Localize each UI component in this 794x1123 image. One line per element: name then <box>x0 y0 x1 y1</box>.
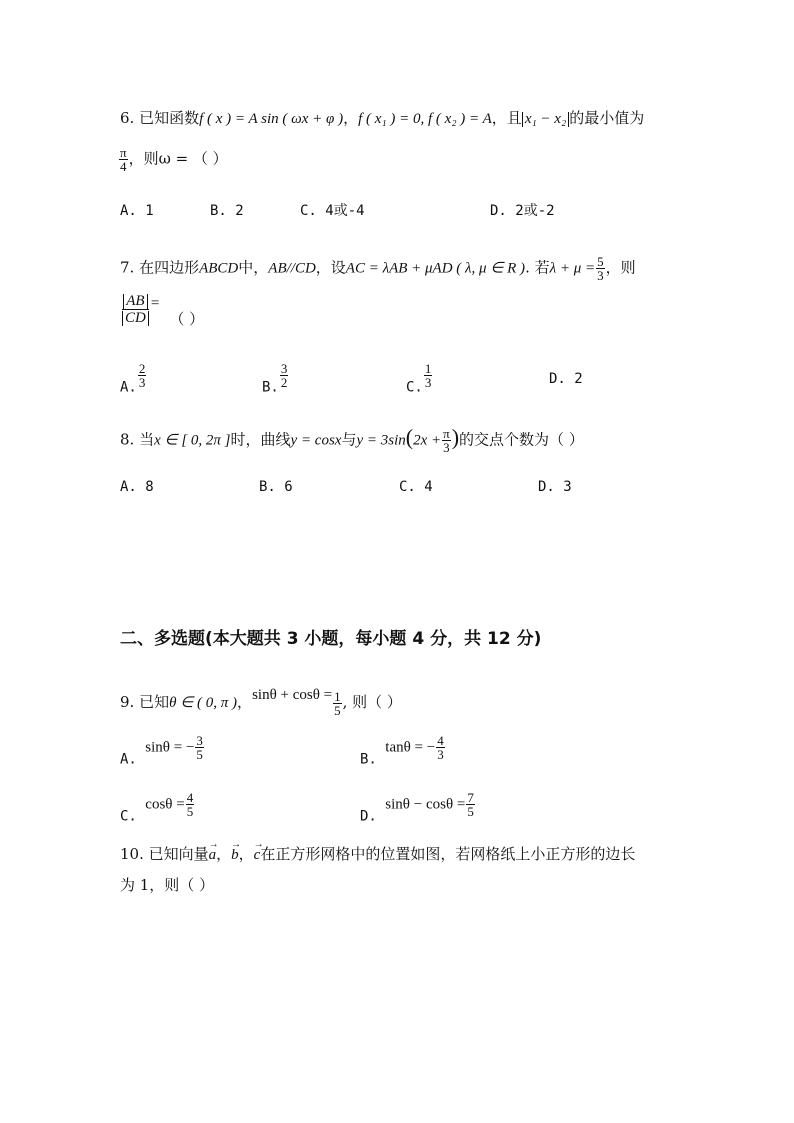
q9-option-a-expr: sinθ = − <box>145 739 195 756</box>
q9-option-b-expr: tanθ = − <box>385 739 436 756</box>
q7-lm-num: 5 <box>597 254 604 269</box>
q9-option-b-num: 4 <box>437 733 444 748</box>
q7-mid3: . 若 <box>525 258 550 277</box>
q7-mid2: ，设 <box>315 258 346 277</box>
q9-option-d-frac <box>466 791 475 818</box>
q10-vector-b: → b <box>231 845 239 865</box>
q8-pi-den: 3 <box>443 440 450 455</box>
q9-option-b-label: B. <box>360 751 377 768</box>
q9-option-c[interactable] <box>120 791 195 826</box>
q7-mid1: 中， <box>238 258 269 277</box>
q9-option-a-frac <box>195 734 204 761</box>
q8-mid2: 与 <box>341 430 357 449</box>
q6-fraction <box>119 146 128 173</box>
q6-abs-expression: x₁ − x₂ <box>522 112 569 127</box>
q7-ratio <box>121 293 150 326</box>
q7-option-b-label: B. <box>262 379 279 396</box>
q7-option-c-den: 3 <box>424 375 432 390</box>
q9-c-den: 5 <box>334 702 341 718</box>
q9-sep: ， <box>237 693 253 711</box>
q6-line2-text: ，则ω = （ ） <box>128 149 228 168</box>
q8-mid1: 时，曲线 <box>230 430 291 449</box>
q9-option-b-frac <box>436 734 445 761</box>
q6-condition: f ( x₁ ) = 0, f ( x₂ ) = A <box>358 111 492 127</box>
q9-option-c-expr: cosθ = <box>145 796 185 813</box>
q7-option-d[interactable]: D. 2 <box>549 371 583 387</box>
q7-paren: （ ） <box>169 309 205 328</box>
q8-option-d[interactable]: D. 3 <box>538 479 572 495</box>
q7-option-a-den: 3 <box>138 375 146 390</box>
q8-curve2-b: 2x + <box>413 432 442 449</box>
q10-stem-start: 10. 已知向量 <box>120 845 209 863</box>
q6-frac-num: π <box>120 145 127 160</box>
q9-end: , 则（ ） <box>342 693 402 711</box>
q7-option-a-label: A. <box>120 379 137 396</box>
q9-option-d-label: D. <box>360 808 377 825</box>
q6-sep1: ， <box>343 109 359 127</box>
q8-end: 的交点个数为（ ） <box>459 430 584 449</box>
q9-option-d[interactable] <box>360 791 476 826</box>
q7-ratio-den: CD <box>121 310 150 326</box>
q9-option-a-num: 3 <box>196 733 203 748</box>
q10-stem <box>120 844 635 865</box>
q7-ratio-num: AB <box>122 293 148 310</box>
q8-option-b[interactable]: B. 6 <box>259 479 293 495</box>
q9-option-c-frac <box>186 791 195 818</box>
q8-option-a[interactable]: A. 8 <box>120 479 154 495</box>
q7-option-c-label: C. <box>406 379 423 396</box>
q9-option-a[interactable] <box>120 734 205 769</box>
q7-option-b[interactable] <box>262 362 289 397</box>
q9-option-d-expr: sinθ − cosθ = <box>385 796 466 813</box>
q7-option-b-den: 2 <box>280 375 288 390</box>
q10-vector-c: → c <box>254 845 261 865</box>
q9-condition: sinθ + cosθ = <box>252 687 333 703</box>
q6-function: f ( x ) = A sin ( ωx + φ ) <box>199 111 344 127</box>
q7-lm-den: 3 <box>597 268 604 283</box>
q8-curve2-a: y = 3sin <box>356 432 406 449</box>
q7-stem-start: 7. 在四边形 <box>120 258 200 277</box>
q9-option-c-den: 5 <box>186 804 194 819</box>
q6-option-b[interactable]: B. 2 <box>210 203 244 219</box>
q9-option-a-den: 5 <box>196 747 203 762</box>
q7-option-a-num: 2 <box>138 361 146 376</box>
q6-sep2: ，且 <box>491 109 522 127</box>
q6-option-c[interactable]: C. 4或-4 <box>300 203 365 219</box>
q7-stem <box>120 255 636 282</box>
q8-stem <box>120 424 584 455</box>
q6-line2 <box>118 146 228 173</box>
q9-domain: θ ∈ ( 0, π ) <box>169 695 238 711</box>
q9-stem-start: 9. 已知 <box>120 693 170 711</box>
q7-ratio-eq: = <box>150 295 160 312</box>
q9-option-b[interactable] <box>360 734 446 769</box>
q7-option-b-frac <box>280 362 289 389</box>
q7-lambda-mu: λ + μ = <box>549 260 596 277</box>
q6-option-d[interactable]: D. 2或-2 <box>490 203 555 219</box>
q10-vector-a: → a <box>209 845 217 865</box>
q7-vector-equation: AC = λAB + μAD ( λ, μ ∈ R ) <box>345 260 526 277</box>
q9-c-fraction <box>333 690 342 717</box>
q8-paren-close: ) <box>451 424 460 450</box>
q6-stem-end: 的最小值为 <box>569 109 645 127</box>
q10-line2: 为 1，则（ ） <box>120 876 215 894</box>
q8-paren-open: ( <box>405 424 414 450</box>
section2-heading: 二、多选题(本大题共 3 小题，每小题 4 分，共 12 分) <box>120 629 542 649</box>
q8-pi-fraction <box>442 427 451 454</box>
q9-option-d-den: 5 <box>467 804 474 819</box>
q7-end: ，则 <box>605 258 636 277</box>
q7-parallel: AB//CD <box>268 260 316 277</box>
q9-c-num: 1 <box>334 688 341 704</box>
q7-lm-fraction <box>596 255 605 282</box>
q10-stem-end: 在正方形网格中的位置如图，若网格纸上小正方形的边长 <box>260 845 636 863</box>
q9-option-a-label: A. <box>120 751 137 768</box>
q10-sep2: ， <box>238 845 254 863</box>
q8-stem-start: 8. 当 <box>120 430 155 449</box>
q8-pi-num: π <box>443 426 450 441</box>
q9-option-c-label: C. <box>120 808 137 825</box>
q9-option-d-num: 7 <box>467 790 474 805</box>
q7-option-a-frac <box>138 362 147 389</box>
q7-option-b-num: 3 <box>280 361 288 376</box>
q8-domain: x ∈ [ 0, 2π ] <box>154 432 231 449</box>
q7-option-c[interactable] <box>406 362 433 397</box>
q7-option-a[interactable] <box>120 362 147 397</box>
q7-option-c-num: 1 <box>424 361 432 376</box>
q8-option-c[interactable]: C. 4 <box>399 479 433 495</box>
q7-ratio-line <box>120 293 204 329</box>
q6-stem-start: 6. 已知函数 <box>120 109 200 127</box>
q9-stem <box>120 685 402 717</box>
q9-option-b-den: 3 <box>437 747 444 762</box>
q8-curve1: y = cosx <box>290 432 342 449</box>
q7-option-c-frac <box>424 362 433 389</box>
q6-option-a[interactable]: A. 1 <box>120 203 154 219</box>
q6-stem <box>120 108 644 129</box>
q6-frac-den: 4 <box>120 159 127 174</box>
q10-sep1: ， <box>216 845 232 863</box>
q9-option-c-num: 4 <box>186 790 194 805</box>
q7-abcd: ABCD <box>199 260 239 277</box>
